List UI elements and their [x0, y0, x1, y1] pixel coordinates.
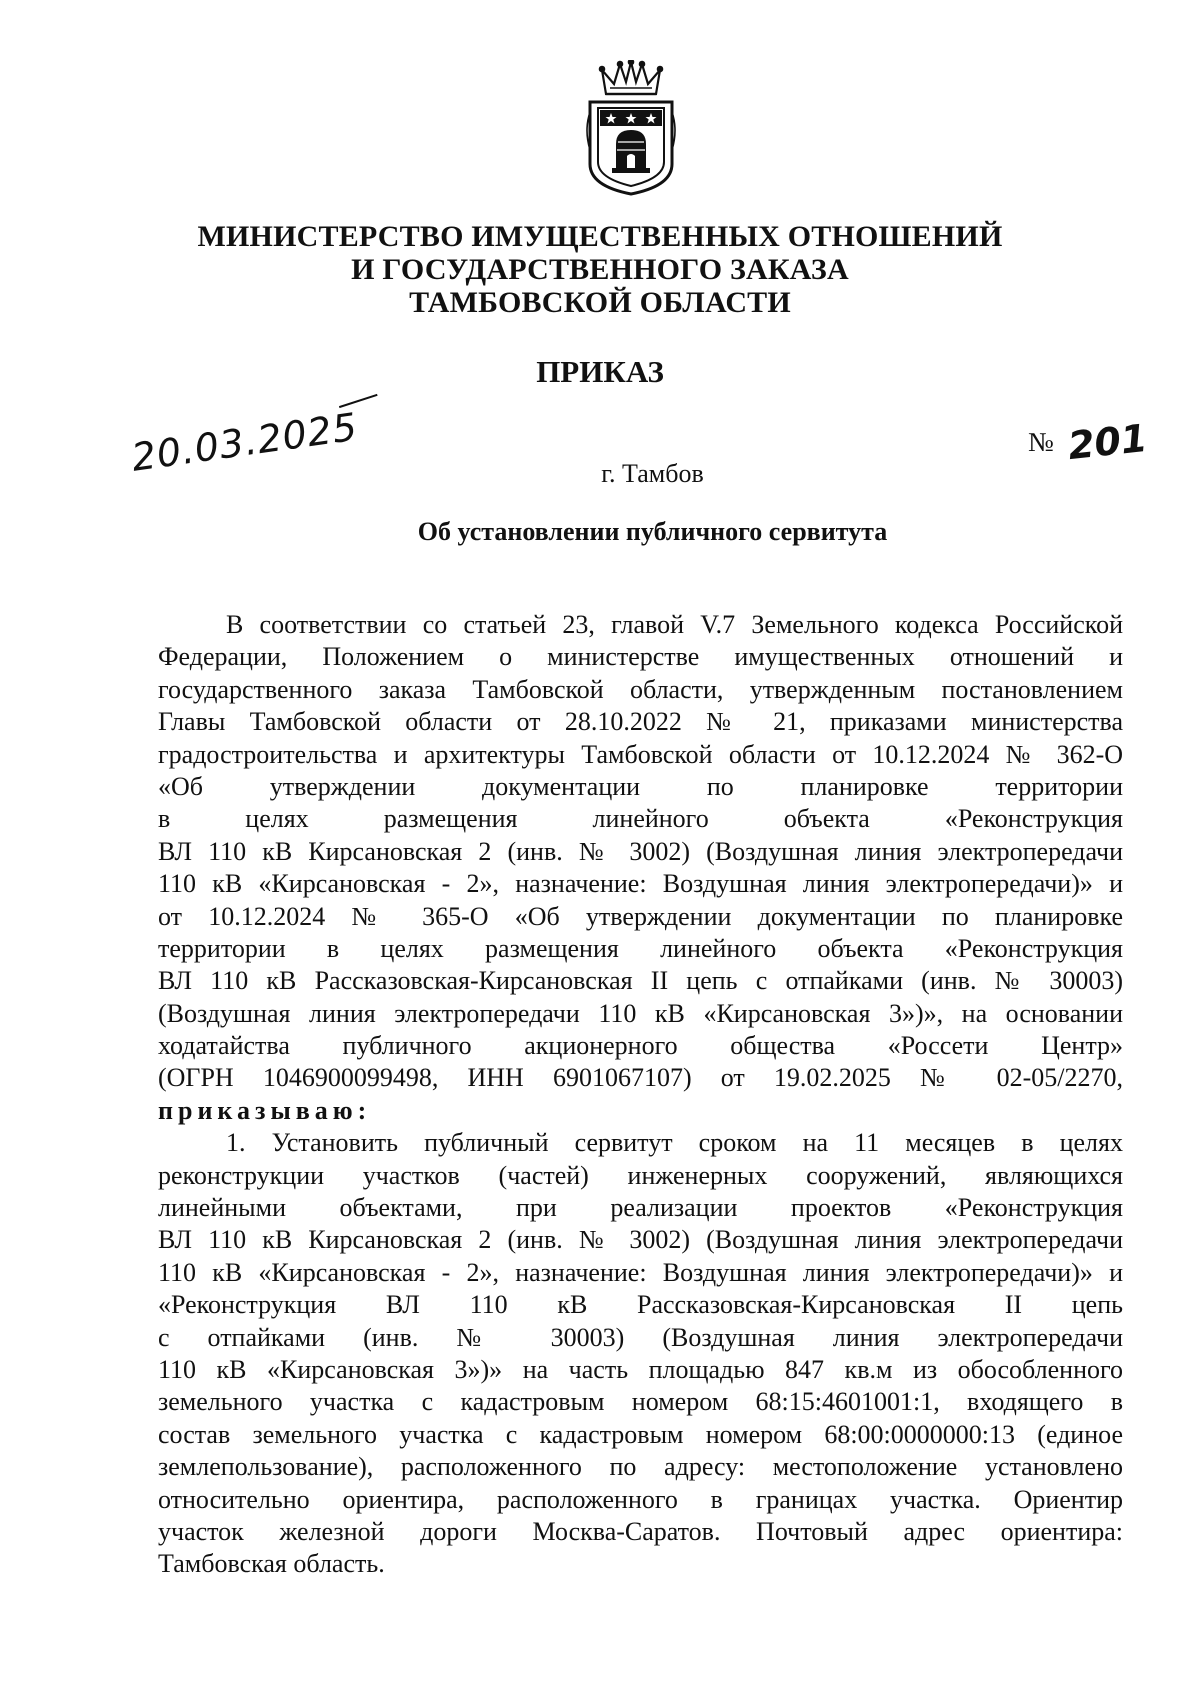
body-line: ВЛ 110 кВ Рассказовская-Кирсановская II цепь с отпайками (инв. № 30003) — [158, 966, 1123, 996]
ministry-line-2: И ГОСУДАРСТВЕННОГО ЗАКАЗА — [351, 253, 849, 286]
body-line: ВЛ 110 кВ Кирсановская 2 (инв. № 3002) (Воздушная линия электропередачи — [158, 836, 1123, 866]
date-flourish — [339, 394, 378, 408]
order-number — [1028, 415, 1150, 469]
order-body — [158, 609, 1123, 1581]
order-subject: Об установлении публичного сервитута — [417, 517, 888, 546]
body-line: 110 кВ «Кирсановская 3»)» на часть площадью 847 кв.м из обособленного — [158, 1354, 1123, 1384]
prikazyvayu-line — [158, 1095, 1123, 1127]
body-line: линейными объектами, при реализации проектов «Реконструкция — [158, 1193, 1123, 1223]
body-line: состав земельного участка с кадастровым номером 68:00:0000000:13 (единое — [158, 1419, 1123, 1449]
prikazyvayu: приказываю: — [158, 1095, 372, 1125]
ministry-line-3: ТАМБОВСКОЙ ОБЛАСТИ — [409, 286, 791, 319]
body-line: ходатайства публичного акционерного общества «Россети Центр» — [158, 1031, 1123, 1061]
body-line: территории в целях размещения линейного объекта «Реконструкция — [158, 933, 1123, 963]
body-line: 1. Установить публичный сервитут сроком на 11 месяцев в целях — [226, 1128, 1123, 1158]
ministry-line-1: МИНИСТЕРСТВО ИМУЩЕСТВЕННЫХ ОТНОШЕНИЙ — [197, 220, 1003, 253]
order-title: ПРИКАЗ — [536, 354, 664, 389]
body-line: В соответствии со статьей 23, главой V.7 Земельного кодекса Российской — [226, 610, 1123, 639]
city: г. Тамбов — [601, 459, 704, 488]
date-text: 20.03.2025 — [128, 404, 361, 480]
body-line: 110 кВ «Кирсановская - 2», назначение: Воздушная линия электропередачи)» и — [158, 1257, 1123, 1287]
ministry-name — [150, 220, 1050, 319]
body-line: в целях размещения линейного объекта «Реконструкция — [158, 804, 1123, 834]
body-line: (Воздушная линия электропередачи 110 кВ «Кирсановская 3»)», на основании — [158, 998, 1123, 1028]
body-line: градостроительства и архитектуры Тамбовской области от 10.12.2024 № 362-О — [158, 739, 1123, 769]
body-line: участок железной дороги Москва-Саратов. Почтовый адрес ориентира: — [158, 1516, 1123, 1546]
body-line: ВЛ 110 кВ Кирсановская 2 (инв. № 3002) (Воздушная линия электропередачи — [158, 1225, 1123, 1255]
body-line: государственного заказа Тамбовской области, утвержденным постановлением — [158, 674, 1123, 704]
body-line: земельного участка с кадастровым номером 68:15:4601001:1, входящего в — [158, 1387, 1123, 1417]
body-line: «Об утверждении документации по планировке территории — [158, 771, 1123, 801]
body-line: от 10.12.2024 № 365-О «Об утверждении документации по планировке — [158, 901, 1123, 931]
body-line: с отпайками (инв. № 30003) (Воздушная линия электропередачи — [158, 1322, 1123, 1352]
body-line: землепользование), расположенного по адресу: местоположение установлено — [158, 1452, 1123, 1482]
body-line: Тамбовская область. — [158, 1549, 385, 1579]
body-line: 110 кВ «Кирсановская - 2», назначение: Воздушная линия электропередачи)» и — [158, 869, 1123, 899]
handwritten-number: 201 — [1065, 415, 1150, 469]
coat-of-arms-icon — [582, 60, 680, 196]
number-sign: № — [1028, 427, 1054, 457]
body-line: Федерации, Положением о министерстве имущественных отношений и — [158, 642, 1123, 672]
body-line: (ОГРН 1046900099498, ИНН 6901067107) от 19.02.2025 № 02-05/2270, — [158, 1063, 1123, 1093]
body-line: «Реконструкция ВЛ 110 кВ Рассказовская-Кирсановская II цепь — [158, 1290, 1123, 1320]
body-line: Главы Тамбовской области от 28.10.2022 № 21, приказами министерства — [158, 707, 1123, 737]
body-line: относительно ориентира, расположенного в границах участка. Ориентир — [158, 1484, 1123, 1514]
body-line: реконструкции участков (частей) инженерных сооружений, являющихся — [158, 1160, 1123, 1190]
